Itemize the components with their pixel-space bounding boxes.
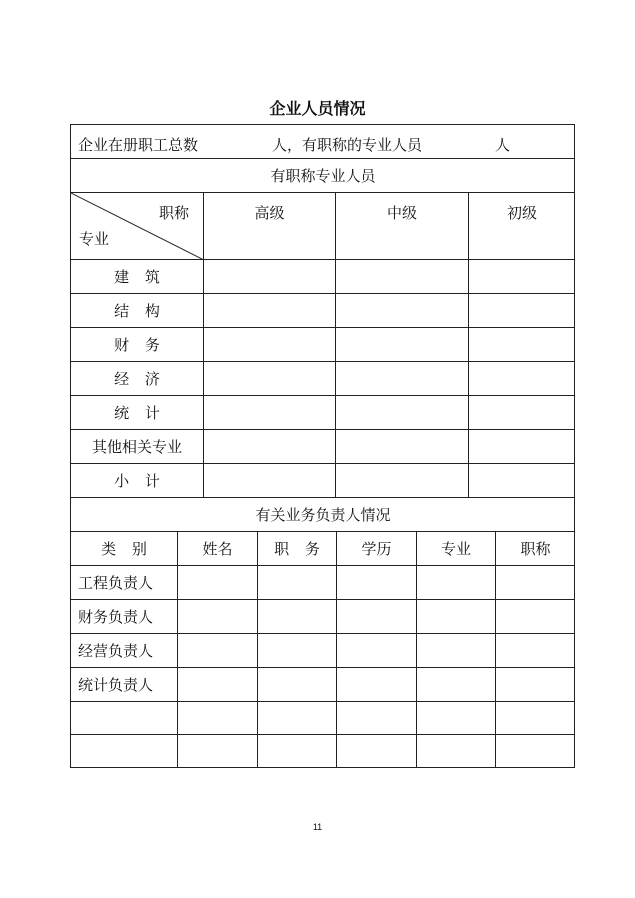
row-label-other: 其他相关专业 xyxy=(70,429,203,463)
cell-input[interactable] xyxy=(257,701,336,734)
cell-input[interactable] xyxy=(468,463,575,497)
row-label-finance: 财务 xyxy=(70,327,203,361)
page-number: 11 xyxy=(312,822,323,832)
cell-input[interactable] xyxy=(468,395,575,429)
cell-input[interactable] xyxy=(257,667,336,701)
section-title-professionals: 有职称专业人员 xyxy=(70,158,575,192)
cell-input[interactable] xyxy=(335,259,468,293)
cell-input[interactable] xyxy=(257,633,336,667)
column-header-category: 类别 xyxy=(70,531,177,565)
cell-input[interactable] xyxy=(416,565,495,599)
cell-input[interactable] xyxy=(177,734,257,767)
summary-row xyxy=(70,124,575,158)
cell-input[interactable] xyxy=(416,701,495,734)
cell-input[interactable] xyxy=(468,293,575,327)
row-label-empty[interactable] xyxy=(70,734,177,767)
table-border-right xyxy=(574,124,575,768)
cell-input[interactable] xyxy=(177,565,257,599)
column-header-name: 姓名 xyxy=(177,531,257,565)
cell-input[interactable] xyxy=(468,429,575,463)
cell-input[interactable] xyxy=(203,293,335,327)
total-label: 企业在册职工总数 xyxy=(78,136,199,154)
row-label-economics: 经济 xyxy=(70,361,203,395)
cell-input[interactable] xyxy=(416,633,495,667)
cell-input[interactable] xyxy=(203,361,335,395)
cell-input[interactable] xyxy=(257,734,336,767)
column-header-title: 职称 xyxy=(495,531,575,565)
cell-input[interactable] xyxy=(336,633,416,667)
row-label-engineering-manager: 工程负责人 xyxy=(70,565,177,599)
column-header-major: 专业 xyxy=(416,531,495,565)
cell-input[interactable] xyxy=(335,293,468,327)
column-header-senior: 高级 xyxy=(203,192,335,259)
row-label-structure: 结构 xyxy=(70,293,203,327)
cell-input[interactable] xyxy=(203,259,335,293)
cell-input[interactable] xyxy=(335,361,468,395)
cell-input[interactable] xyxy=(416,599,495,633)
row-label-operations-manager: 经营负责人 xyxy=(70,633,177,667)
cell-input[interactable] xyxy=(495,633,575,667)
cell-input[interactable] xyxy=(495,734,575,767)
cell-input[interactable] xyxy=(257,599,336,633)
column-header-position: 职务 xyxy=(257,531,336,565)
cell-input[interactable] xyxy=(203,463,335,497)
column-header-intermediate: 中级 xyxy=(335,192,468,259)
row-label-statistics-manager: 统计负责人 xyxy=(70,667,177,701)
cell-input[interactable] xyxy=(495,667,575,701)
diagonal-header-cell xyxy=(70,192,203,259)
table-border-bottom xyxy=(70,767,575,768)
cell-input[interactable] xyxy=(177,701,257,734)
cell-input[interactable] xyxy=(416,734,495,767)
cell-input[interactable] xyxy=(416,667,495,701)
cell-input[interactable] xyxy=(336,599,416,633)
cell-input[interactable] xyxy=(336,701,416,734)
cell-input[interactable] xyxy=(177,667,257,701)
cell-input[interactable] xyxy=(203,327,335,361)
diag-label-major: 专业 xyxy=(79,230,110,248)
cell-input[interactable] xyxy=(495,565,575,599)
cell-input[interactable] xyxy=(335,429,468,463)
row-label-statistics: 统计 xyxy=(70,395,203,429)
total-unit-label: 人，有职称的专业人员 xyxy=(272,136,423,154)
cell-input[interactable] xyxy=(335,463,468,497)
cell-input[interactable] xyxy=(177,599,257,633)
cell-input[interactable] xyxy=(336,667,416,701)
cell-input[interactable] xyxy=(336,565,416,599)
cell-input[interactable] xyxy=(177,633,257,667)
diag-label-title: 职称 xyxy=(158,204,189,222)
section-title-managers: 有关业务负责人情况 xyxy=(70,497,575,531)
cell-input[interactable] xyxy=(335,395,468,429)
row-label-architecture: 建筑 xyxy=(70,259,203,293)
cell-input[interactable] xyxy=(495,599,575,633)
cell-input[interactable] xyxy=(468,361,575,395)
cell-input[interactable] xyxy=(468,327,575,361)
cell-input[interactable] xyxy=(336,734,416,767)
professional-unit-label: 人 xyxy=(495,136,511,154)
cell-input[interactable] xyxy=(257,565,336,599)
row-label-empty[interactable] xyxy=(70,701,177,734)
cell-input[interactable] xyxy=(203,395,335,429)
column-header-junior: 初级 xyxy=(468,192,575,259)
row-label-subtotal: 小计 xyxy=(70,463,203,497)
cell-input[interactable] xyxy=(495,701,575,734)
page-title: 企业人员情况 xyxy=(269,99,366,118)
row-label-finance-manager: 财务负责人 xyxy=(70,599,177,633)
cell-input[interactable] xyxy=(468,259,575,293)
column-header-education: 学历 xyxy=(336,531,416,565)
cell-input[interactable] xyxy=(203,429,335,463)
cell-input[interactable] xyxy=(335,327,468,361)
